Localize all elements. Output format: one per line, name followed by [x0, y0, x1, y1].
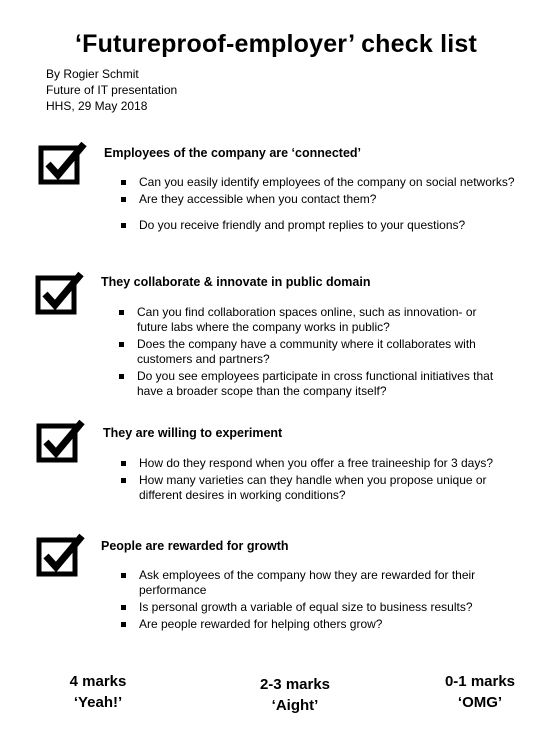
bullet-list [121, 568, 516, 632]
list-item: Do you receive friendly and prompt replies to your questions? [121, 218, 516, 233]
section-heading: People are rewarded for growth [101, 539, 289, 553]
list-item: Are people rewarded for helping others grow? [121, 617, 516, 632]
list-item: How many varieties can they handle when you propose unique or different desires in working conditions? [121, 473, 516, 503]
list-item: Ask employees of the company how they are rewarded for their performance [121, 568, 516, 598]
checked-box-icon [36, 532, 88, 580]
checked-box-icon [36, 418, 88, 466]
marks-verdict: ‘Aight’ [271, 697, 319, 714]
document-meta [46, 66, 177, 114]
list-item: Are they accessible when you contact them? [121, 192, 516, 207]
list-item: Does the company have a community where it collaborates with customers and partners? [119, 337, 507, 367]
marks-count: 4 marks [69, 673, 127, 690]
checked-box-icon [38, 140, 90, 188]
event-line: Future of IT presentation [46, 83, 178, 97]
marks-count: 2-3 marks [259, 676, 331, 693]
bullet-list [121, 175, 516, 233]
list-item: Is personal growth a variable of equal size to business results? [121, 600, 516, 615]
checked-box-icon [35, 270, 87, 318]
page-title: ‘Futureproof-employer’ check list [74, 30, 478, 58]
list-item: Do you see employees participate in cross functional initiatives that have a broader scope than the company itself? [119, 369, 507, 399]
marks-verdict: ‘Yeah!’ [73, 694, 123, 711]
bullet-list [121, 456, 516, 503]
score-yeah [50, 671, 146, 713]
score-omg [425, 671, 535, 713]
list-item: Can you easily identify employees of the company on social networks? [121, 175, 516, 190]
section-heading: They collaborate & innovate in public domain [101, 275, 371, 289]
marks-count: 0-1 marks [444, 673, 516, 690]
bullet-list [119, 305, 507, 399]
date-line: HHS, 29 May 2018 [46, 99, 148, 113]
list-item: Can you find collaboration spaces online, such as innovation- or future labs where the company works in public? [119, 305, 507, 335]
score-aight [240, 674, 350, 716]
section-heading: Employees of the company are ‘connected’ [104, 146, 362, 160]
author-line: By Rogier Schmit [46, 67, 139, 81]
section-heading: They are willing to experiment [103, 426, 283, 440]
marks-verdict: ‘OMG’ [457, 694, 503, 711]
list-item: How do they respond when you offer a free traineeship for 3 days? [121, 456, 516, 471]
